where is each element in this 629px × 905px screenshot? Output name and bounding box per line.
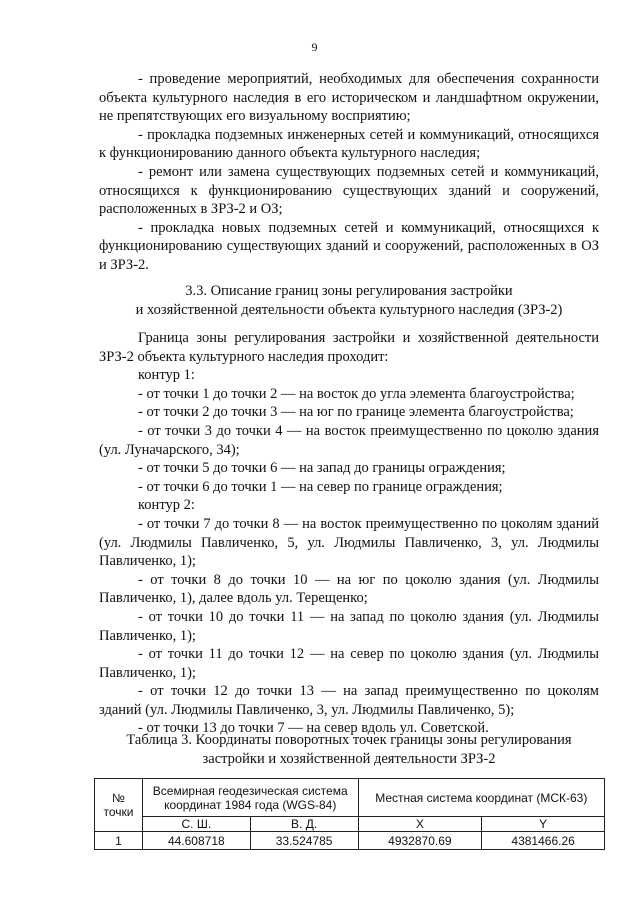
table-row	[95, 832, 605, 850]
paragraph: Граница зоны регулирования застройки и хозяйственной деятельности ЗРЗ-2 объекта культурного наследия проходит:	[99, 330, 599, 365]
contour-label: контур 2:	[138, 497, 195, 514]
paragraph: - ремонт или замена существующих подземных сетей и коммуникаций, относящихся к функционированию существующих зданий и сооружений, расположенных в ЗРЗ-2 и ОЗ;	[99, 163, 599, 218]
table-caption-line: застройки и хозяйственной деятельности ЗРЗ-2	[202, 750, 496, 767]
cell-longitude: 33.524785	[250, 832, 358, 850]
header-msk63: Местная система координат (МСК-63)	[358, 779, 605, 817]
paragraph: - прокладка новых подземных сетей и коммуникаций, относящихся к функционированию существующих зданий и сооружений, расположенных в ОЗ и ЗРЗ-2.	[99, 219, 599, 273]
paragraph: - от точки 7 до точки 8 — на восток преимущественно по цоколям зданий (ул. Людмилы Павличенко, 5, ул. Людмилы Павличенко, 3, ул. Людмилы Павличенко, 1);	[99, 515, 599, 570]
section-heading	[99, 282, 599, 319]
header-longitude: В. Д.	[250, 817, 358, 832]
paragraph: - проведение мероприятий, необходимых для обеспечения сохранности объекта культурного наследия в его историческом и ландшафтном окружении, не препятствующих его визуальному восприятию;	[99, 71, 599, 125]
paragraph: - от точки 12 до точки 13 — на запад преимущественно по цоколям зданий (ул. Людмилы Павличенко, 3, ул. Людмилы Павличенко, 5);	[99, 683, 599, 718]
coordinates-table	[94, 778, 605, 850]
paragraph: - от точки 13 до точки 7 — на север вдоль ул. Советской.	[138, 720, 489, 737]
header-x: X	[358, 817, 482, 832]
cell-x: 4932870.69	[358, 832, 482, 850]
paragraph: - от точки 5 до точки 6 — на запад до границы ограждения;	[138, 460, 506, 477]
section-heading-line: и хозяйственной деятельности объекта культурного наследия (ЗРЗ-2)	[135, 301, 563, 318]
paragraph: - от точки 11 до точки 12 — на север по цоколю здания (ул. Людмилы Павличенко, 1);	[99, 646, 599, 681]
paragraph: - от точки 3 до точки 4 — на восток преимущественно по цоколю здания (ул. Луначарского, 34);	[99, 422, 599, 458]
paragraph: - от точки 8 до точки 10 — на юг по цоколю здания (ул. Людмилы Павличенко, 1), далее вдоль ул. Терещенко;	[99, 571, 599, 607]
header-latitude: С. Ш.	[142, 817, 250, 832]
paragraph: - прокладка подземных инженерных сетей и коммуникаций, относящихся к функционированию данного объекта культурного наследия;	[99, 126, 599, 162]
cell-latitude: 44.608718	[142, 832, 250, 850]
header-wgs84: Всемирная геодезическая система координат 1984 года (WGS-84)	[142, 779, 358, 817]
cell-point-number: 1	[95, 832, 143, 850]
table-caption-line: Таблица 3. Координаты поворотных точек границы зоны регулирования	[126, 732, 572, 748]
header-y: Y	[482, 817, 605, 832]
contour-label: контур 1:	[138, 367, 195, 384]
section-heading-line: 3.3. Описание границ зоны регулирования застройки	[185, 283, 513, 299]
paragraph: - от точки 10 до точки 11 — на запад по цоколю здания (ул. Людмилы Павличенко, 1);	[99, 608, 599, 644]
table-caption	[99, 731, 599, 768]
cell-y: 4381466.26	[482, 832, 605, 850]
paragraph: - от точки 1 до точки 2 — на восток до угла элемента благоустройства;	[138, 385, 575, 402]
paragraph: - от точки 6 до точки 1 — на север по границе ограждения;	[138, 478, 503, 495]
paragraph: - от точки 2 до точки 3 — на юг по границе элемента благоустройства;	[138, 404, 574, 421]
boundary-description	[99, 329, 599, 738]
header-point-number: № точки	[95, 779, 143, 832]
page-number: 9	[311, 40, 318, 54]
intro-text	[99, 70, 599, 275]
